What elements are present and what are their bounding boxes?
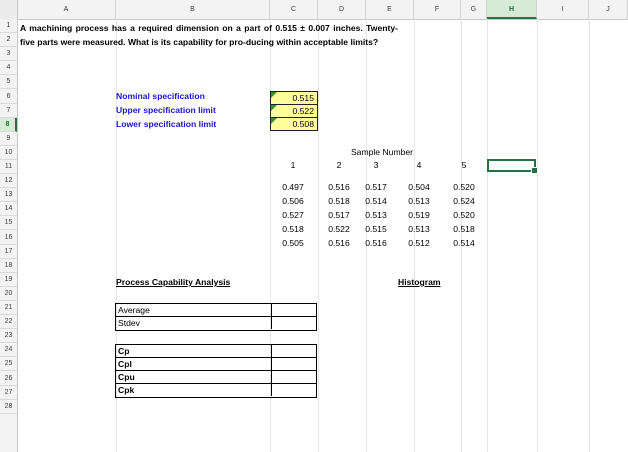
row-header-22[interactable]: 22 xyxy=(0,315,17,329)
sample-value-cell[interactable]: 0.517 xyxy=(328,210,350,220)
spec-label-lower[interactable]: Lower specification limit xyxy=(116,119,217,129)
stdev-label: Stdev xyxy=(118,318,140,328)
spec-label-upper[interactable]: Upper specification limit xyxy=(116,105,216,115)
sample-value-cell[interactable]: 0.516 xyxy=(328,182,350,192)
row-header-2[interactable]: 2 xyxy=(0,33,17,47)
sample-value-cell[interactable]: 0.497 xyxy=(282,182,304,192)
spec-label-nominal[interactable]: Nominal specification xyxy=(116,91,205,101)
sample-value-cell[interactable]: 0.516 xyxy=(365,238,387,248)
cp-value[interactable] xyxy=(271,345,318,357)
sample-value-cell[interactable]: 0.520 xyxy=(453,210,475,220)
column-header-a[interactable]: A xyxy=(17,0,116,19)
comment-indicator-icon xyxy=(271,118,277,124)
sample-value-cell[interactable]: 0.519 xyxy=(408,210,430,220)
sample-number-4[interactable]: 4 xyxy=(416,160,422,170)
sample-value-cell[interactable]: 0.518 xyxy=(453,224,475,234)
sample-value-cell[interactable]: 0.517 xyxy=(365,182,387,192)
row-header-12[interactable]: 12 xyxy=(0,174,17,188)
stdev-value[interactable] xyxy=(271,317,318,329)
sample-value-cell[interactable]: 0.514 xyxy=(365,196,387,206)
column-gridline xyxy=(487,19,488,452)
cpl-label: Cpl xyxy=(118,359,132,369)
row-header-23[interactable]: 23 xyxy=(0,329,17,343)
sample-value-cell[interactable]: 0.518 xyxy=(328,196,350,206)
fill-handle[interactable] xyxy=(531,167,538,174)
indices-table xyxy=(115,344,317,398)
column-header-d[interactable]: D xyxy=(318,0,366,19)
row-header-4[interactable]: 4 xyxy=(0,61,17,75)
column-gridline xyxy=(414,19,415,452)
column-header-j[interactable]: J xyxy=(589,0,628,19)
average-value[interactable] xyxy=(271,304,318,316)
row-header-6[interactable]: 6 xyxy=(0,90,17,104)
column-gridline xyxy=(318,19,319,452)
column-gridline xyxy=(461,19,462,452)
average-label: Average xyxy=(118,305,150,315)
row-header-21[interactable]: 21 xyxy=(0,301,17,315)
table-row[interactable] xyxy=(116,384,316,397)
column-header-b[interactable]: B xyxy=(116,0,270,19)
row-header-28[interactable]: 28 xyxy=(0,400,17,414)
sample-value-cell[interactable]: 0.518 xyxy=(282,224,304,234)
select-all-corner[interactable] xyxy=(0,0,18,19)
column-header-g[interactable]: G xyxy=(461,0,487,19)
row-header-13[interactable]: 13 xyxy=(0,188,17,202)
row-header-5[interactable]: 5 xyxy=(0,75,17,89)
row-header-18[interactable]: 18 xyxy=(0,259,17,273)
cpu-label: Cpu xyxy=(118,372,135,382)
spec-value-lower[interactable] xyxy=(270,117,318,131)
sample-value-cell[interactable]: 0.524 xyxy=(453,196,475,206)
sample-value-cell[interactable]: 0.513 xyxy=(365,210,387,220)
sample-value-cell[interactable]: 0.513 xyxy=(408,196,430,206)
column-header-i[interactable]: I xyxy=(537,0,589,19)
sample-number-5[interactable]: 5 xyxy=(461,160,467,170)
comment-indicator-icon xyxy=(271,92,277,98)
spec-value-nominal[interactable] xyxy=(270,91,318,105)
histogram-title[interactable]: Histogram xyxy=(398,277,441,287)
row-header-10[interactable]: 10 xyxy=(0,146,17,160)
table-row[interactable] xyxy=(116,358,316,371)
row-header-25[interactable]: 25 xyxy=(0,357,17,371)
problem-statement[interactable]: A machining process has a required dimension on a part of 0.515 ± 0.007 inches. Twenty-five parts were measured. What is its capability for pro-ducing within acceptable limits? xyxy=(20,23,398,47)
row-header-8[interactable]: 8 xyxy=(0,118,17,132)
column-header-h[interactable]: H xyxy=(487,0,537,19)
table-row[interactable] xyxy=(116,304,316,317)
spec-value-text: 0.522 xyxy=(292,106,314,116)
spec-value-text: 0.508 xyxy=(292,119,314,129)
table-row[interactable] xyxy=(116,345,316,358)
sample-number-2[interactable]: 2 xyxy=(336,160,342,170)
sample-value-cell[interactable]: 0.522 xyxy=(328,224,350,234)
cp-label: Cp xyxy=(118,346,130,356)
row-header-9[interactable]: 9 xyxy=(0,132,17,146)
row-header-24[interactable]: 24 xyxy=(0,343,17,357)
spec-value-text: 0.515 xyxy=(292,93,314,103)
column-gridline xyxy=(589,19,590,452)
cpk-label: Cpk xyxy=(118,385,135,395)
sample-value-cell[interactable]: 0.515 xyxy=(365,224,387,234)
active-cell-selection[interactable] xyxy=(487,159,536,172)
capability-title[interactable]: Process Capability Analysis xyxy=(116,277,231,287)
row-header-14[interactable]: 14 xyxy=(0,202,17,216)
row-header-26[interactable]: 26 xyxy=(0,372,17,386)
row-header-17[interactable]: 17 xyxy=(0,245,17,259)
row-header-11[interactable]: 11 xyxy=(0,160,17,174)
stats-table xyxy=(115,303,317,331)
cpl-value[interactable] xyxy=(271,358,318,370)
sample-value-cell[interactable]: 0.520 xyxy=(453,182,475,192)
cpk-value[interactable] xyxy=(271,384,318,396)
cpu-value[interactable] xyxy=(271,371,318,383)
sample-value-cell[interactable]: 0.516 xyxy=(328,238,350,248)
sample-value-cell[interactable]: 0.527 xyxy=(282,210,304,220)
column-gridline xyxy=(537,19,538,452)
sample-value-cell[interactable]: 0.506 xyxy=(282,196,304,206)
row-header-15[interactable]: 15 xyxy=(0,216,17,230)
sample-value-cell[interactable]: 0.504 xyxy=(408,182,430,192)
row-header-1[interactable]: 1 xyxy=(0,19,17,33)
sample-number-3[interactable]: 3 xyxy=(373,160,379,170)
sample-value-cell[interactable]: 0.512 xyxy=(408,238,430,248)
table-row[interactable] xyxy=(116,317,316,330)
column-gridline xyxy=(366,19,367,452)
sample-value-cell[interactable]: 0.505 xyxy=(282,238,304,248)
sample-number-title[interactable]: Sample Number xyxy=(350,147,414,157)
sample-value-cell[interactable]: 0.513 xyxy=(408,224,430,234)
row-header-20[interactable]: 20 xyxy=(0,287,17,301)
column-header-c[interactable]: C xyxy=(270,0,318,19)
row-header-19[interactable]: 19 xyxy=(0,273,17,287)
sample-value-cell[interactable]: 0.514 xyxy=(453,238,475,248)
column-header-e[interactable]: E xyxy=(366,0,414,19)
table-row[interactable] xyxy=(116,371,316,384)
row-header-3[interactable]: 3 xyxy=(0,47,17,61)
comment-indicator-icon xyxy=(271,105,277,111)
spec-value-upper[interactable] xyxy=(270,104,318,118)
row-header-7[interactable]: 7 xyxy=(0,104,17,118)
sample-number-1[interactable]: 1 xyxy=(290,160,296,170)
column-header-f[interactable]: F xyxy=(414,0,461,19)
row-header-27[interactable]: 27 xyxy=(0,386,17,400)
row-header-16[interactable]: 16 xyxy=(0,231,17,245)
